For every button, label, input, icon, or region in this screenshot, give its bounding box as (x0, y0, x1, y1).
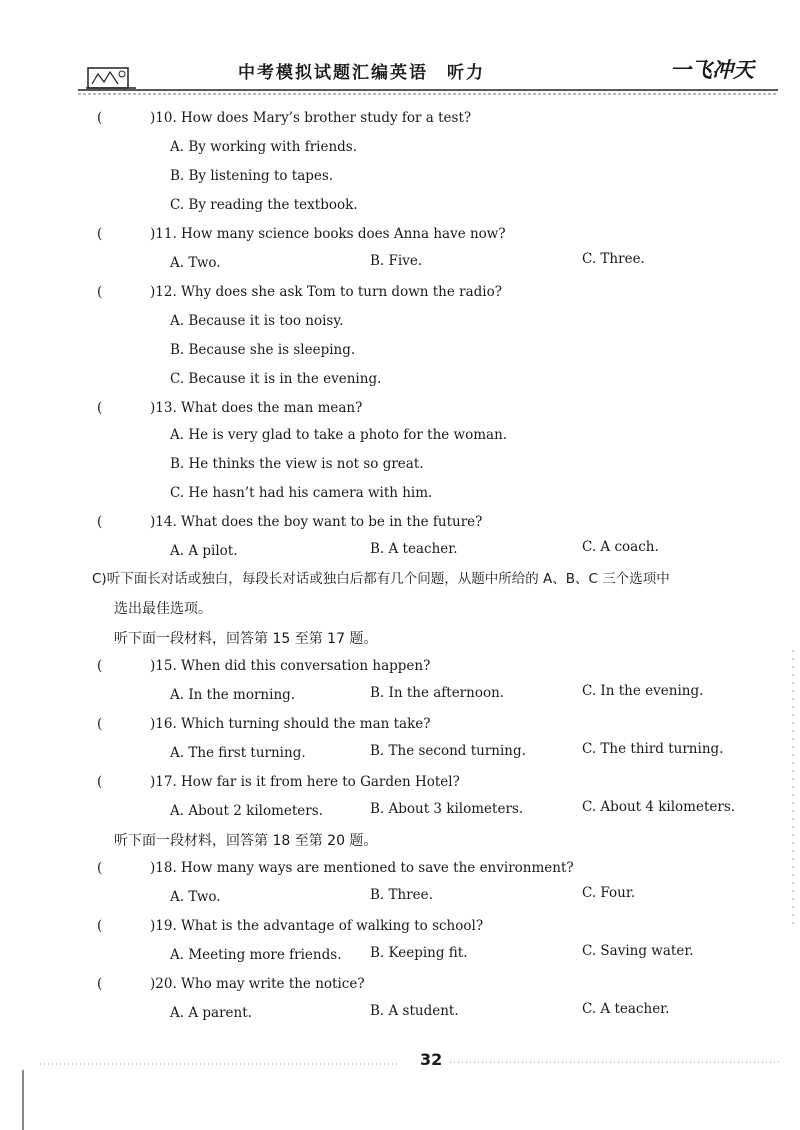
question-11: )11. How many science books does Anna have now? (150, 226, 506, 242)
question-12: )12. Why does she ask Tom to turn down the radio? (150, 284, 502, 300)
material-heading-2: 听下面一段材料，回答第 18 至第 20 题。 (114, 833, 378, 849)
q10-option-a: A. By working with friends. (170, 139, 358, 155)
q15-option-a: A. In the morning. (170, 687, 296, 703)
q19-option-b: B. Keeping fit. (370, 945, 468, 961)
q11-option-c: C. Three. (582, 251, 645, 267)
margin-line (22, 1070, 24, 1130)
q12-option-a: A. Because it is too noisy. (170, 313, 344, 329)
q11-option-b: B. Five. (370, 253, 423, 269)
header-slogan: 一飞冲天 (670, 58, 754, 82)
q17-option-c: C. About 4 kilometers. (582, 799, 736, 815)
question-20: )20. Who may write the notice? (150, 976, 365, 992)
q13-option-b: B. He thinks the view is not so great. (170, 456, 424, 472)
question-15: )15. When did this conversation happen? (150, 658, 431, 674)
q13-option-c: C. He hasn’t had his camera with him. (170, 485, 433, 501)
q12-option-b: B. Because she is sleeping. (170, 342, 356, 358)
q16-option-a: A. The first turning. (170, 745, 306, 761)
book-logo-icon (84, 58, 140, 92)
q14-option-b: B. A teacher. (370, 541, 458, 557)
q16-option-b: B. The second turning. (370, 743, 526, 759)
question-18: )18. How many ways are mentioned to save the environment? (150, 860, 574, 876)
page-number: 32 (420, 1050, 443, 1069)
q15-option-c: C. In the evening. (582, 683, 704, 699)
q20-option-a: A. A parent. (170, 1005, 252, 1021)
q11-option-a: A. Two. (170, 255, 221, 271)
section-c-instruction-cont: 选出最佳选项。 (114, 601, 212, 617)
q18-option-b: B. Three. (370, 887, 433, 903)
header-rule (78, 88, 778, 96)
q14-option-a: A. A pilot. (170, 543, 238, 559)
answer-paren: ( (97, 110, 103, 126)
q10-option-c: C. By reading the textbook. (170, 197, 358, 213)
page-header (78, 52, 778, 94)
answer-paren: ( (97, 976, 103, 992)
section-c-instruction: C)听下面长对话或独白，每段长对话或独白后都有几个问题，从题中所给的 A、B、C 三个选项中 (92, 571, 670, 587)
answer-paren: ( (97, 284, 103, 300)
question-19: )19. What is the advantage of walking to school? (150, 918, 484, 934)
margin-ticks (790, 650, 796, 930)
q18-option-a: A. Two. (170, 889, 221, 905)
question-14: )14. What does the boy want to be in the future? (150, 514, 483, 530)
q13-option-a: A. He is very glad to take a photo for the woman. (170, 427, 508, 443)
material-heading-1: 听下面一段材料，回答第 15 至第 17 题。 (114, 631, 378, 647)
q12-option-c: C. Because it is in the evening. (170, 371, 382, 387)
question-10: )10. How does Mary’s brother study for a test? (150, 110, 472, 126)
answer-paren: ( (97, 860, 103, 876)
q17-option-b: B. About 3 kilometers. (370, 801, 524, 817)
answer-paren: ( (97, 716, 103, 732)
q19-option-a: A. Meeting more friends. (170, 947, 342, 963)
q15-option-b: B. In the afternoon. (370, 685, 505, 701)
q10-option-b: B. By listening to tapes. (170, 168, 334, 184)
question-13: )13. What does the man mean? (150, 400, 363, 416)
question-17: )17. How far is it from here to Garden Hotel? (150, 774, 460, 790)
answer-paren: ( (97, 226, 103, 242)
q20-option-c: C. A teacher. (582, 1001, 670, 1017)
answer-paren: ( (97, 918, 103, 934)
question-16: )16. Which turning should the man take? (150, 716, 431, 732)
q16-option-c: C. The third turning. (582, 741, 724, 757)
q14-option-c: C. A coach. (582, 539, 659, 555)
q18-option-c: C. Four. (582, 885, 636, 901)
header-title: 中考模拟试题汇编英语 听力 (238, 63, 485, 83)
footer-dotted-rule (40, 1054, 780, 1070)
q20-option-b: B. A student. (370, 1003, 459, 1019)
answer-paren: ( (97, 774, 103, 790)
q19-option-c: C. Saving water. (582, 943, 694, 959)
q17-option-a: A. About 2 kilometers. (170, 803, 323, 819)
answer-paren: ( (97, 514, 103, 530)
answer-paren: ( (97, 400, 103, 416)
answer-paren: ( (97, 658, 103, 674)
